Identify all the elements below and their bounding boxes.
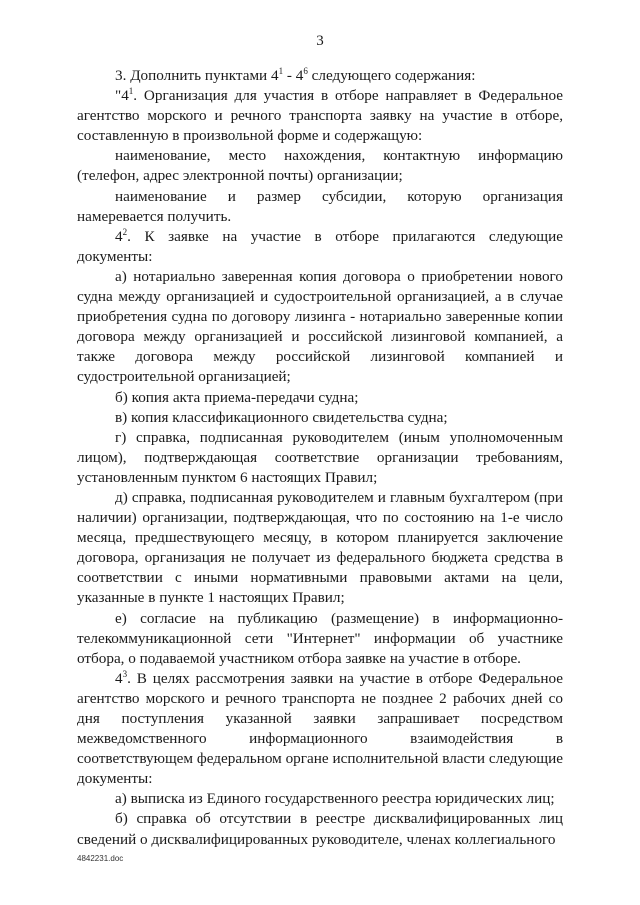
paragraph-4-2: $4^2$. К заявке на участие в отборе прилагаются следующие документы: xyxy=(77,226,563,265)
list-item-a: а) нотариально заверенная копия договора о приобретении нового судна между организацией и судостроительной организацией, а в случае приобретения судна по договору лизинга - нотариально заверенные копии договора между организацией и российской лизинговой компанией, а также договора между российской лизинговой компанией и судостроительной организацией; xyxy=(77,267,563,386)
page-number: 3 xyxy=(316,33,324,49)
document-file-code: 4842231.doc xyxy=(77,854,124,863)
list-item-g: г) справка, подписанная руководителем (иным уполномоченным лицом), подтверждающая соответствие организации требованиям, установленным пунктом 6 настоящих Правил; xyxy=(77,428,563,486)
paragraph-subsidy-size: наименование и размер субсидии, которую организация намеревается получить. xyxy=(77,187,563,225)
list-item-b-disqualified: б) справка об отсутствии в реестре дисквалифицированных лиц сведений о дисквалифицированных руководителе, членах коллегиального xyxy=(77,810,563,848)
paragraph-amendment-intro: 3. Дополнить пунктами $4^1 - 4^6$ следующего содержания: xyxy=(115,66,476,84)
list-item-e: е) согласие на публикацию (размещение) в информационно-телекоммуникационной сети "Интернет" информации об участнике отбора, о подаваемой участником отбора заявке на участие в отборе. xyxy=(77,609,563,667)
paragraph-organization-name: наименование, место нахождения, контактную информацию (телефон, адрес электронной почты) организации; xyxy=(77,147,563,185)
list-item-d: д) справка, подписанная руководителем и главным бухгалтером (при наличии) организации, подтверждающая, что по состоянию на 1-е число месяца, предшествующего месяцу, в котором планируется заключение договора, организация не получает из федерального бюджета средства в соответствии с иными нормативными правовыми актами на цели, указанные в пункте 1 настоящих Правил; xyxy=(77,488,563,607)
list-item-a-egrul: а) выписка из Единого государственного реестра юридических лиц; xyxy=(115,790,555,808)
document-body xyxy=(77,66,563,850)
paragraph-4-3: $4^3$. В целях рассмотрения заявки на участие в отборе Федеральное агентство морского и речного транспорта не позднее 2 рабочих дней со дня поступления указанной заявки запрашивает посредством межведомственного информационного взаимодействия в соответствующем федеральном органе исполнительной власти следующие документы: xyxy=(77,668,563,788)
list-item-v: в) копия классификационного свидетельства судна; xyxy=(115,408,448,426)
list-item-b: б) копия акта приема-передачи судна; xyxy=(115,388,359,406)
paragraph-4-1: "$4^1$. Организация для участия в отборе направляет в Федеральное агентство морского и речного транспорта заявку на участие в отборе, составленную в произвольной форме и содержащую: xyxy=(77,86,563,145)
